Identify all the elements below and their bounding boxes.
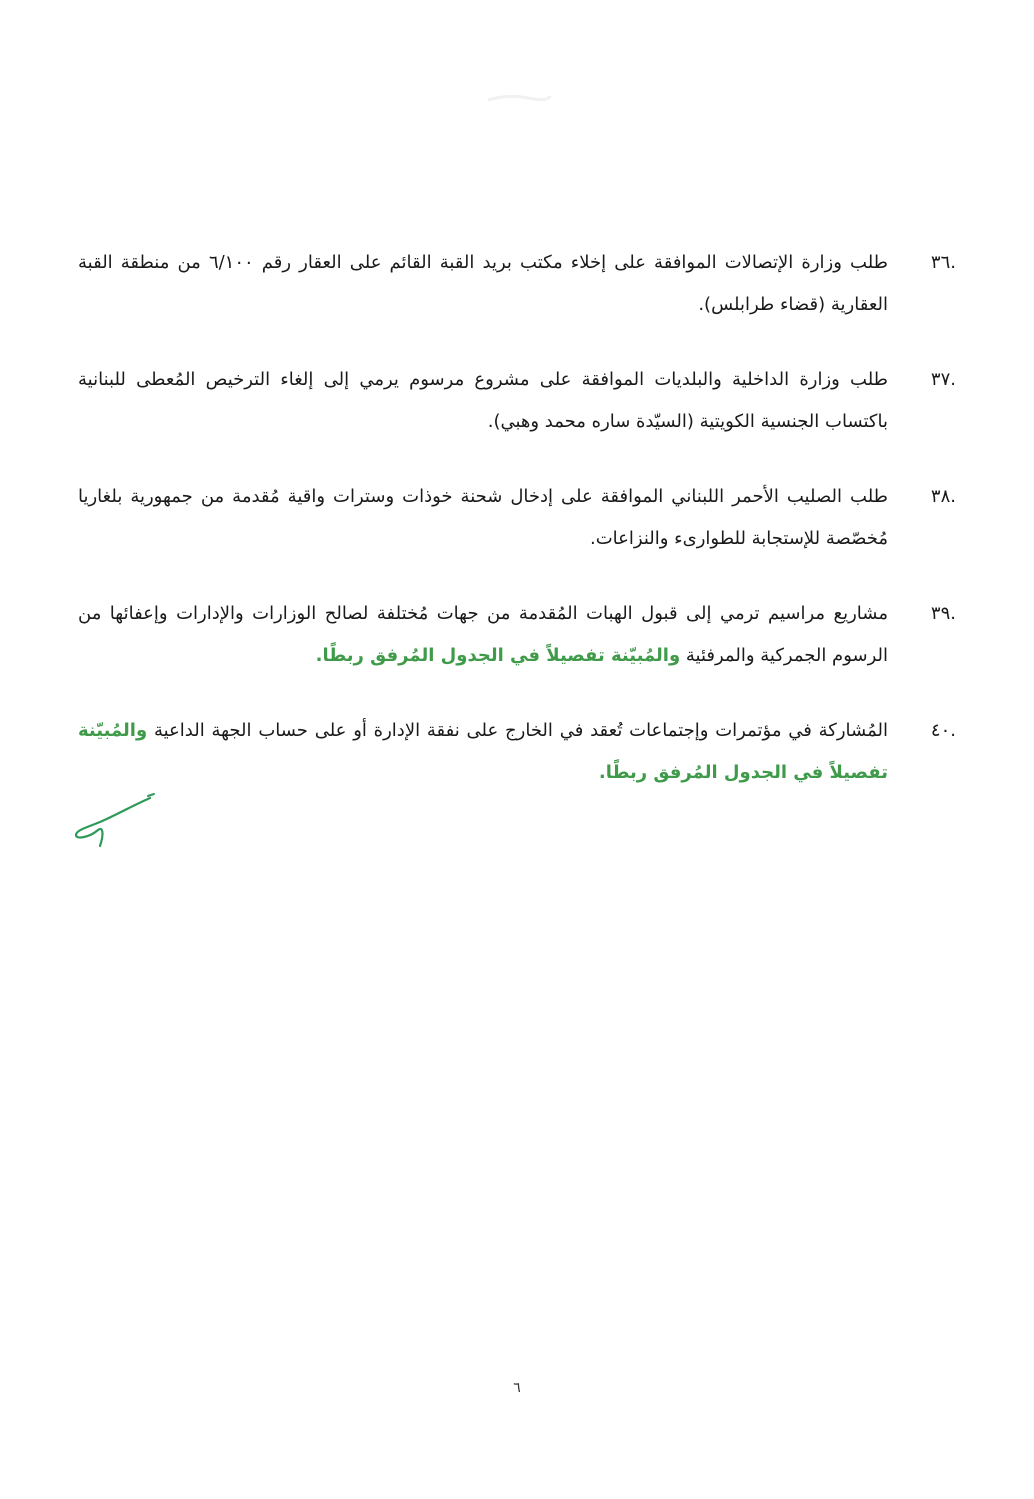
agenda-item xyxy=(78,710,956,794)
item-text xyxy=(78,710,888,794)
item-highlight: والمُبيّنة تفصيلاً في الجدول المُرفق ربطًا. xyxy=(315,645,681,666)
item-body: طلب الصليب الأحمر اللبناني الموافقة على إدخال شحنة خوذات وسترات واقية مُقدمة من جمهورية بلغاريا مُخصّصة للإستجابة للطوارىء والنزاعات. xyxy=(78,486,888,549)
item-number: .٣٦ xyxy=(930,252,956,273)
item-text xyxy=(78,476,888,560)
handwritten-signature xyxy=(70,790,160,850)
item-body: المُشاركة في مؤتمرات وإجتماعات تُعقد في الخارج على نفقة الإدارة أو على حساب الجهة الداعية xyxy=(147,720,888,741)
item-text xyxy=(78,593,888,677)
item-text xyxy=(78,359,888,443)
item-body: طلب وزارة الداخلية والبلديات الموافقة على مشروع مرسوم يرمي إلى إلغاء الترخيص المُعطى للبنانية باكتساب الجنسية الكويتية (السيّدة ساره محمد وهبي). xyxy=(78,369,888,432)
item-number: .٣٧ xyxy=(930,369,956,390)
item-body: مشاريع مراسيم ترمي إلى قبول الهبات المُقدمة من جهات مُختلفة لصالح الوزارات والإدارات وإعفائها من الرسوم الجمركية والمرفئية xyxy=(78,603,888,666)
item-number: .٣٩ xyxy=(930,603,956,624)
agenda-items-list xyxy=(78,242,956,827)
item-text xyxy=(78,242,888,326)
agenda-item xyxy=(78,242,956,326)
item-highlight: والمُبيّنة تفصيلاً في الجدول المُرفق ربطًا. xyxy=(78,720,888,783)
agenda-item xyxy=(78,359,956,443)
item-number: .٤٠ xyxy=(930,720,956,741)
page-number: ٦ xyxy=(513,1380,521,1396)
scan-smudge xyxy=(478,82,558,108)
item-number: .٣٨ xyxy=(930,486,956,507)
agenda-item xyxy=(78,593,956,677)
agenda-item xyxy=(78,476,956,560)
item-body: طلب وزارة الإتصالات الموافقة على إخلاء مكتب بريد القبة القائم على العقار رقم ٦/١٠٠ من منطقة القبة العقارية (قضاء طرابلس). xyxy=(78,252,888,315)
